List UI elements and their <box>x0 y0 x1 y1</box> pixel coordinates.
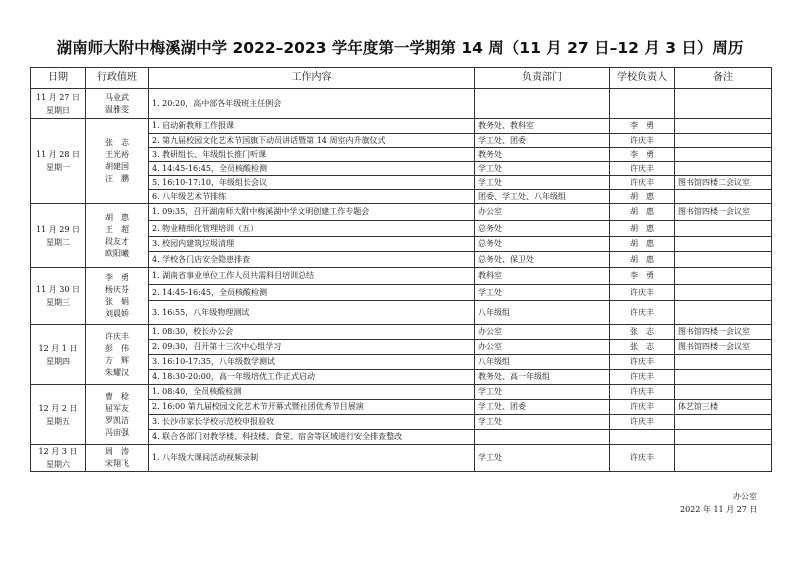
duty-person: 欧阳曦 <box>105 248 129 258</box>
content-cell: 3. 校园内建筑垃圾清理 <box>149 237 475 252</box>
header-duty: 行政值班 <box>86 68 149 89</box>
dept-cell: 办公室 <box>475 204 610 221</box>
dept-cell: 八年级组 <box>475 355 610 370</box>
note-cell <box>675 148 772 162</box>
content-cell: 1. 八年级大课间活动视频录制 <box>149 445 475 472</box>
leader-cell: 许庆丰 <box>610 445 675 472</box>
weekday-label: 星期二 <box>46 237 70 247</box>
header-dept: 负责部门 <box>475 68 610 89</box>
weekday-label: 星期四 <box>46 356 70 366</box>
date-label: 11 月 29 日 <box>36 224 80 234</box>
duty-person: 罗凯洁 <box>105 415 129 425</box>
note-cell <box>675 134 772 148</box>
weekly-schedule-table <box>30 67 772 472</box>
note-cell <box>675 415 772 430</box>
weekday-label: 星期六 <box>46 460 70 469</box>
duty-cell <box>86 268 149 325</box>
leader-cell: 李 勇 <box>610 268 675 285</box>
dept-cell: 学工处 <box>475 385 610 400</box>
content-cell: 4. 联合各部门对教学楼、科技楼、食堂、宿舍等区域进行安全排查整改 <box>149 430 475 445</box>
leader-cell: 胡 惠 <box>610 237 675 252</box>
duty-person: 温雅雯 <box>105 104 129 114</box>
dept-cell: 教务处、高一年级组 <box>475 370 610 385</box>
weekday-label: 星期三 <box>46 298 70 307</box>
leader-cell <box>610 430 675 445</box>
content-cell: 1. 08:40，全员核酸检测 <box>149 385 475 400</box>
duty-cell <box>86 325 149 385</box>
leader-cell: 胡 惠 <box>610 204 675 221</box>
content-cell: 1. 09:35，召开湖南师大附中梅溪湖中学文明创建工作专题会 <box>149 204 475 221</box>
note-cell <box>675 119 772 134</box>
duty-person: 马业武 <box>105 92 129 102</box>
dept-cell: 总务处 <box>475 237 610 252</box>
dept-cell: 总务处 <box>475 221 610 237</box>
leader-cell: 许庆丰 <box>610 176 675 190</box>
dept-cell: 教务处、教科室 <box>475 119 610 134</box>
leader-cell: 许庆丰 <box>610 385 675 400</box>
note-cell: 图书馆四楼二会议室 <box>675 176 772 190</box>
leader-cell: 李 勇 <box>610 119 675 134</box>
duty-person: 汪 鹏 <box>105 174 129 183</box>
content-cell: 1. 启动新教师工作报课 <box>149 119 475 134</box>
duty-person: 曹 稔 <box>105 391 129 401</box>
footer-date: 2022 年 11 月 27 日 <box>680 505 758 514</box>
note-cell <box>675 190 772 204</box>
dept-cell: 办公室 <box>475 340 610 355</box>
content-cell: 4. 学校各门店安全隐患排查 <box>149 252 475 268</box>
duty-cell <box>86 445 149 472</box>
content-cell: 3. 长沙市家长学校示范校申报验收 <box>149 415 475 430</box>
schedule-row <box>31 119 772 134</box>
note-cell: 图书馆四楼一会议室 <box>675 325 772 340</box>
duty-person: 彭 伟 <box>105 343 129 353</box>
content-cell: 3. 教研组长、年级组长推门听课 <box>149 148 475 162</box>
duty-person: 张 志 <box>105 138 129 147</box>
leader-cell: 许庆丰 <box>610 415 675 430</box>
note-cell <box>675 89 772 119</box>
duty-person: 方 辉 <box>105 355 129 365</box>
note-cell <box>675 385 772 400</box>
note-cell <box>675 268 772 285</box>
content-cell: 2. 第九届校园文化艺术节国旗下动员讲话暨第 14 周室内升旗仪式 <box>149 134 475 148</box>
content-cell: 3. 16:10-17:35，八年级数学测试 <box>149 355 475 370</box>
schedule-row <box>31 385 772 400</box>
date-cell <box>31 204 86 268</box>
schedule-row <box>31 268 772 285</box>
content-cell: 2. 09:30，召开第十三次中心组学习 <box>149 340 475 355</box>
dept-cell: 学工处 <box>475 162 610 176</box>
content-cell: 4. 18:30-20:00，高一年级培优工作正式启动 <box>149 370 475 385</box>
dept-cell <box>475 89 610 119</box>
dept-cell: 总务处、保卫处 <box>475 252 610 268</box>
note-cell <box>675 162 772 176</box>
content-cell: 2. 物业精细化管理培训（五） <box>149 221 475 237</box>
leader-cell: 胡 惠 <box>610 252 675 268</box>
note-cell <box>675 430 772 445</box>
duty-person: 胡 惠 <box>105 212 129 222</box>
note-cell: 图书馆四楼一会议室 <box>675 340 772 355</box>
leader-cell: 许庆丰 <box>610 301 675 325</box>
leader-cell: 许庆丰 <box>610 400 675 415</box>
dept-cell <box>475 430 610 445</box>
dept-cell: 学工处 <box>475 285 610 301</box>
duty-person: 朱耀汉 <box>105 367 129 377</box>
date-label: 12 月 2 日 <box>38 403 78 413</box>
weekday-label: 星期日 <box>46 105 70 115</box>
date-cell <box>31 325 86 385</box>
leader-cell: 胡 惠 <box>610 221 675 237</box>
date-cell <box>31 268 86 325</box>
dept-cell: 学工处 <box>475 445 610 472</box>
content-cell: 1. 08:30，校长办公会 <box>149 325 475 340</box>
date-label: 11 月 27 日 <box>36 92 80 102</box>
dept-cell: 办公室 <box>475 325 610 340</box>
note-cell: 体艺馆三楼 <box>675 400 772 415</box>
dept-cell: 学工处、团委 <box>475 134 610 148</box>
content-cell: 5. 16:10-17:10，年级组长会议 <box>149 176 475 190</box>
note-cell: 图书馆四楼一会议室 <box>675 204 772 221</box>
content-cell: 4. 14:45-16:45，全员核酸检测 <box>149 162 475 176</box>
note-cell <box>675 355 772 370</box>
leader-cell: 许庆丰 <box>610 162 675 176</box>
duty-person: 屈军友 <box>105 403 129 413</box>
content-cell: 3. 16:55，八年级物理测试 <box>149 301 475 325</box>
note-cell <box>675 445 772 472</box>
leader-cell: 张 志 <box>610 340 675 355</box>
date-cell <box>31 119 86 204</box>
dept-cell: 八年级组 <box>475 301 610 325</box>
note-cell <box>675 221 772 237</box>
duty-cell <box>86 385 149 445</box>
schedule-row <box>31 204 772 221</box>
schedule-row <box>31 89 772 119</box>
page-title: 湖南师大附中梅溪湖中学 2022–2023 学年度第一学期第 14 周（11 月 27 日–12 月 3 日）周历 <box>56 39 744 57</box>
note-cell <box>675 237 772 252</box>
content-cell: 6. 八年级艺术节排练 <box>149 190 475 204</box>
leader-cell: 李 勇 <box>610 148 675 162</box>
duty-person: 李 勇 <box>105 273 129 282</box>
date-cell <box>31 385 86 445</box>
leader-cell: 张 志 <box>610 325 675 340</box>
footer-office: 办公室 <box>733 492 757 501</box>
date-label: 12 月 3 日 <box>38 447 78 456</box>
duty-person: 王 超 <box>105 224 129 234</box>
schedule-row <box>31 445 772 472</box>
dept-cell: 学工处 <box>475 176 610 190</box>
note-cell <box>675 252 772 268</box>
duty-person: 宋翔飞 <box>105 459 129 468</box>
header-content: 工作内容 <box>149 68 475 89</box>
leader-cell: 许庆丰 <box>610 134 675 148</box>
content-cell: 2. 14:45-16:45，全员核酸检测 <box>149 285 475 301</box>
header-date: 日期 <box>31 68 86 89</box>
duty-cell <box>86 119 149 204</box>
date-label: 11 月 30 日 <box>36 285 80 294</box>
duty-person: 杨庆芬 <box>105 285 129 294</box>
date-cell <box>31 89 86 119</box>
header-note: 备注 <box>675 68 772 89</box>
note-cell <box>675 285 772 301</box>
duty-person: 周 涛 <box>105 447 129 456</box>
dept-cell: 教务处 <box>475 148 610 162</box>
note-cell <box>675 301 772 325</box>
note-cell <box>675 370 772 385</box>
content-cell: 1. 湖南省事业单位工作人员共需科目培训总结 <box>149 268 475 285</box>
leader-cell: 许庆丰 <box>610 355 675 370</box>
date-label: 12 月 1 日 <box>38 343 78 353</box>
duty-person: 许庆丰 <box>105 331 129 341</box>
duty-person: 王光裕 <box>105 150 129 159</box>
leader-cell: 许庆丰 <box>610 370 675 385</box>
dept-cell: 教科室 <box>475 268 610 285</box>
header-row <box>31 68 772 89</box>
content-cell: 2. 16:00 第九届校园文化艺术节开幕式暨社团优秀节目展演 <box>149 400 475 415</box>
leader-cell: 胡 惠 <box>610 190 675 204</box>
schedule-row <box>31 325 772 340</box>
duty-cell <box>86 89 149 119</box>
schedule-body <box>31 89 772 472</box>
leader-cell <box>610 89 675 119</box>
duty-person: 冯宙强 <box>105 427 129 437</box>
duty-person: 张 娟 <box>105 297 129 306</box>
duty-person: 段友才 <box>105 236 129 246</box>
content-cell: 1. 20:20，高中部各年级班主任例会 <box>149 89 475 119</box>
date-cell <box>31 445 86 472</box>
dept-cell: 学工处 <box>475 415 610 430</box>
header-leader: 学校负责人 <box>610 68 675 89</box>
dept-cell: 团委、学工处、八年级组 <box>475 190 610 204</box>
weekday-label: 星期一 <box>46 163 70 172</box>
duty-person: 刘晨娇 <box>105 309 129 318</box>
weekday-label: 星期五 <box>46 416 70 426</box>
date-label: 11 月 28 日 <box>36 150 80 159</box>
duty-cell <box>86 204 149 268</box>
duty-person: 胡建国 <box>105 162 129 171</box>
dept-cell: 学工处、团委 <box>475 400 610 415</box>
leader-cell: 许庆丰 <box>610 285 675 301</box>
